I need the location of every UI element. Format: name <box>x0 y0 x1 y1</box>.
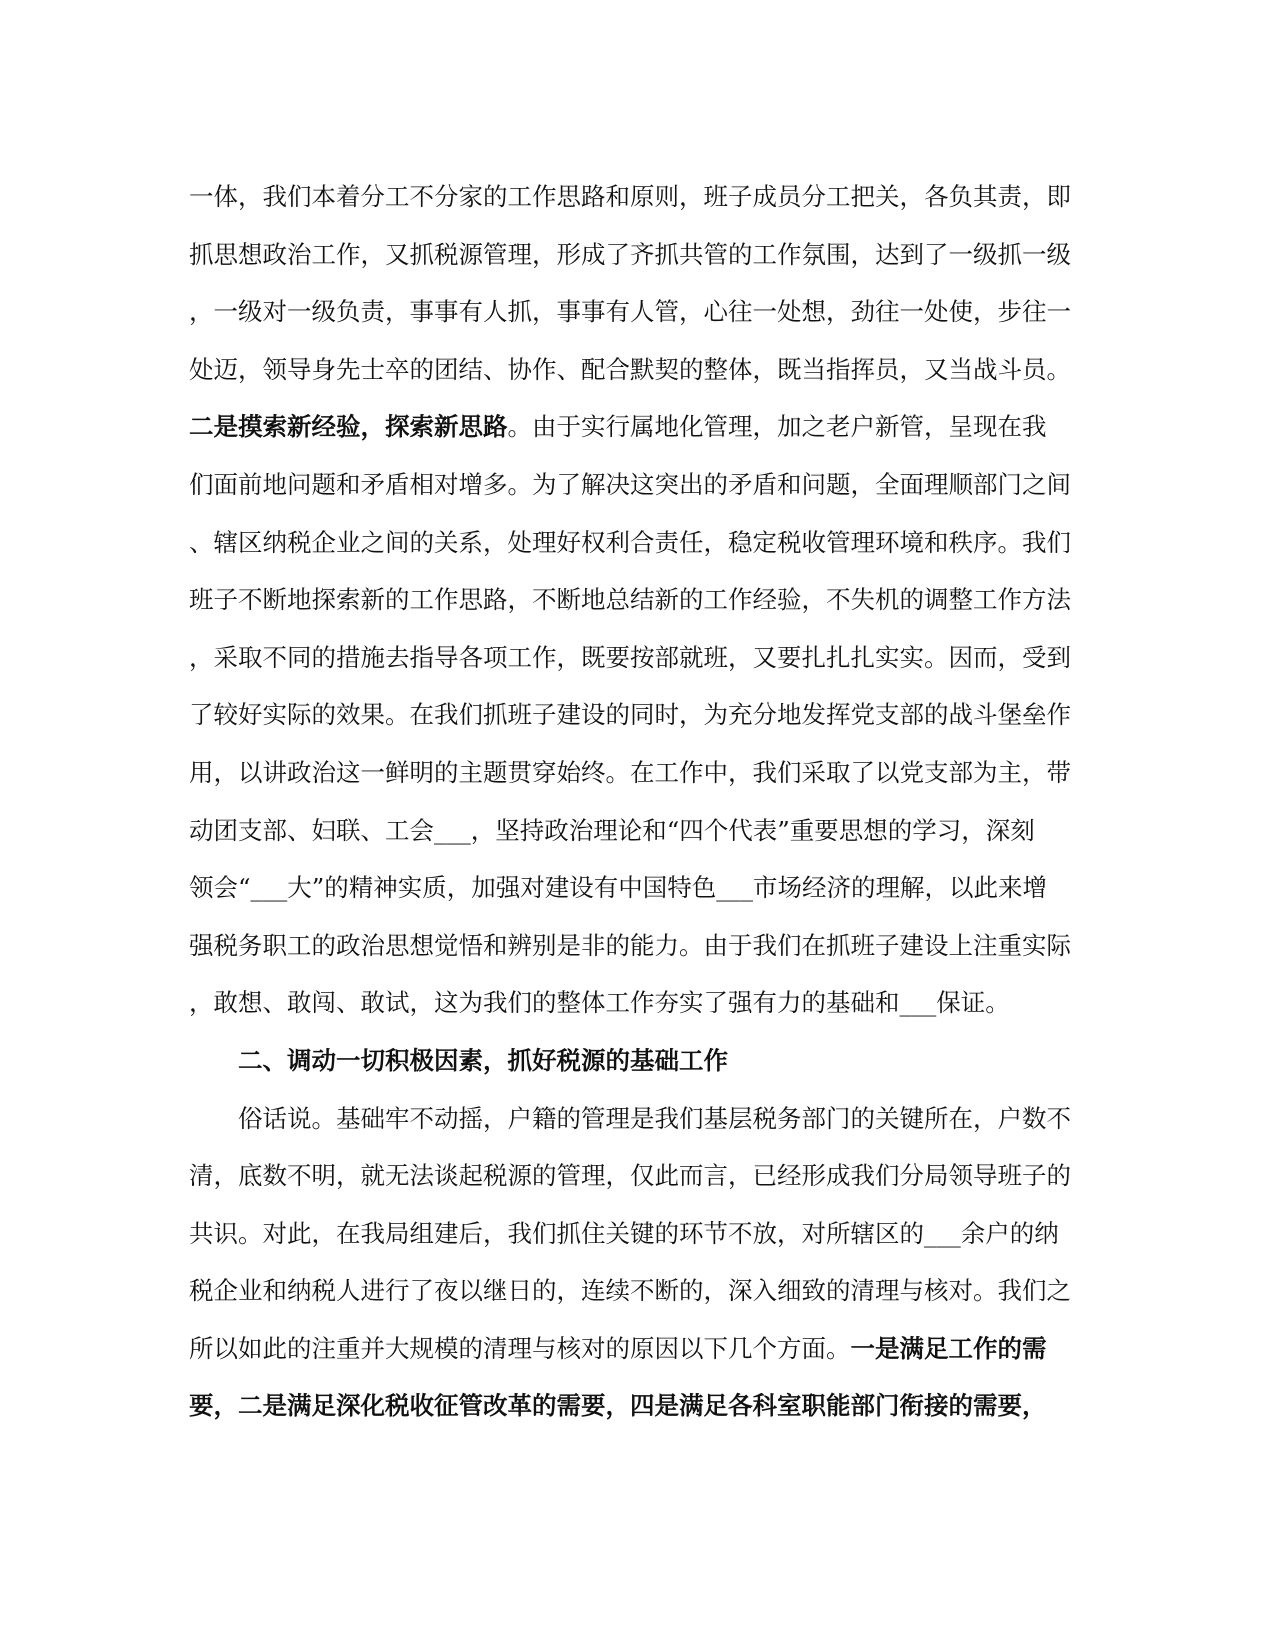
paragraph-line <box>189 859 1089 917</box>
text-run: ，敢想、敢闯、敢试，这为我们的整体工作夯实了强有力的基础和___保证。 <box>189 988 1010 1018</box>
bold-text-run: 二、调动一切积极因素，抓好税源的基础工作 <box>238 1045 728 1075</box>
paragraph-line <box>189 1320 1089 1378</box>
paragraph-line <box>189 917 1089 975</box>
text-run: 处迈，领导身先士卒的团结、协作、配合默契的整体，既当指挥员，又当战斗员。 <box>189 354 1071 384</box>
paragraph-line <box>189 456 1089 514</box>
text-run: 俗话说。基础牢不动摇，户籍的管理是我们基层税务部门的关键所在，户数不 <box>238 1103 1071 1133</box>
text-run: 抓思想政治工作，又抓税源管理，形成了齐抓共管的工作氛围，达到了一级抓一级 <box>189 239 1071 269</box>
text-run: 所以如此的注重并大规模的清理与核对的原因以下几个方面。 <box>189 1333 851 1363</box>
text-run: 们面前地问题和矛盾相对增多。为了解决这突出的矛盾和问题，全面理顺部门之间 <box>189 469 1071 499</box>
paragraph-line <box>189 974 1089 1032</box>
paragraph-line <box>189 1147 1089 1205</box>
paragraph-line <box>189 1205 1089 1263</box>
paragraph-line <box>189 398 1089 456</box>
text-run: 强税务职工的政治思想觉悟和辨别是非的能力。由于我们在抓班子建设上注重实际 <box>189 930 1071 960</box>
paragraph-line <box>189 341 1089 399</box>
bold-text-run: 要，二是满足深化税收征管改革的需要，四是满足各科室职能部门衔接的需要， <box>189 1391 1047 1421</box>
paragraph-line <box>189 629 1089 687</box>
text-run: 。由于实行属地化管理，加之老户新管，呈现在我 <box>507 412 1047 442</box>
bold-text-run: 一是满足工作的需 <box>850 1333 1047 1363</box>
text-run: 用，以讲政治这一鲜明的主题贯穿始终。在工作中，我们采取了以党支部为主，带 <box>189 757 1071 787</box>
paragraph-line <box>189 168 1089 226</box>
text-run: ，一级对一级负责，事事有人抓，事事有人管，心往一处想，劲往一处使，步往一 <box>189 297 1071 327</box>
document-body <box>189 168 1089 1435</box>
paragraph-line <box>189 686 1089 744</box>
text-run: 税企业和纳税人进行了夜以继日的，连续不断的，深入细致的清理与核对。我们之 <box>189 1276 1071 1306</box>
text-run: 、辖区纳税企业之间的关系，处理好权利合责任，稳定税收管理环境和秩序。我们 <box>189 527 1071 557</box>
paragraph-line <box>189 514 1089 572</box>
text-run: 班子不断地探索新的工作思路，不断地总结新的工作经验，不失机的调整工作方法 <box>189 585 1071 615</box>
text-run: 一体，我们本着分工不分家的工作思路和原则，班子成员分工把关，各负其责，即 <box>189 182 1071 211</box>
text-run: 共识。对此，在我局组建后，我们抓住关键的环节不放，对所辖区的___余户的纳 <box>189 1218 1059 1248</box>
paragraph-line-indented <box>189 1032 1089 1090</box>
paragraph-line-indented <box>189 1090 1089 1148</box>
paragraph-line <box>189 744 1089 802</box>
text-run: 了较好实际的效果。在我们抓班子建设的同时，为充分地发挥党支部的战斗堡垒作 <box>189 700 1071 730</box>
paragraph-line <box>189 802 1089 860</box>
bold-text-run: 二是摸索新经验，探索新思路 <box>189 412 508 442</box>
paragraph-line <box>189 1262 1089 1320</box>
text-run: 清，底数不明，就无法谈起税源的管理，仅此而言，已经形成我们分局领导班子的 <box>189 1161 1071 1191</box>
paragraph-line <box>189 1377 1089 1435</box>
paragraph-line <box>189 226 1089 284</box>
text-run: 领会“___大”的精神实质，加强对建设有中国特色___市场经济的理解，以此来增 <box>189 873 1048 903</box>
paragraph-line <box>189 283 1089 341</box>
text-run: ，采取不同的措施去指导各项工作，既要按部就班，又要扎扎扎实实。因而，受到 <box>189 642 1071 672</box>
text-run: 动团支部、妇联、工会___，坚持政治理论和“四个代表”重要思想的学习，深刻 <box>189 815 1035 845</box>
paragraph-line <box>189 571 1089 629</box>
